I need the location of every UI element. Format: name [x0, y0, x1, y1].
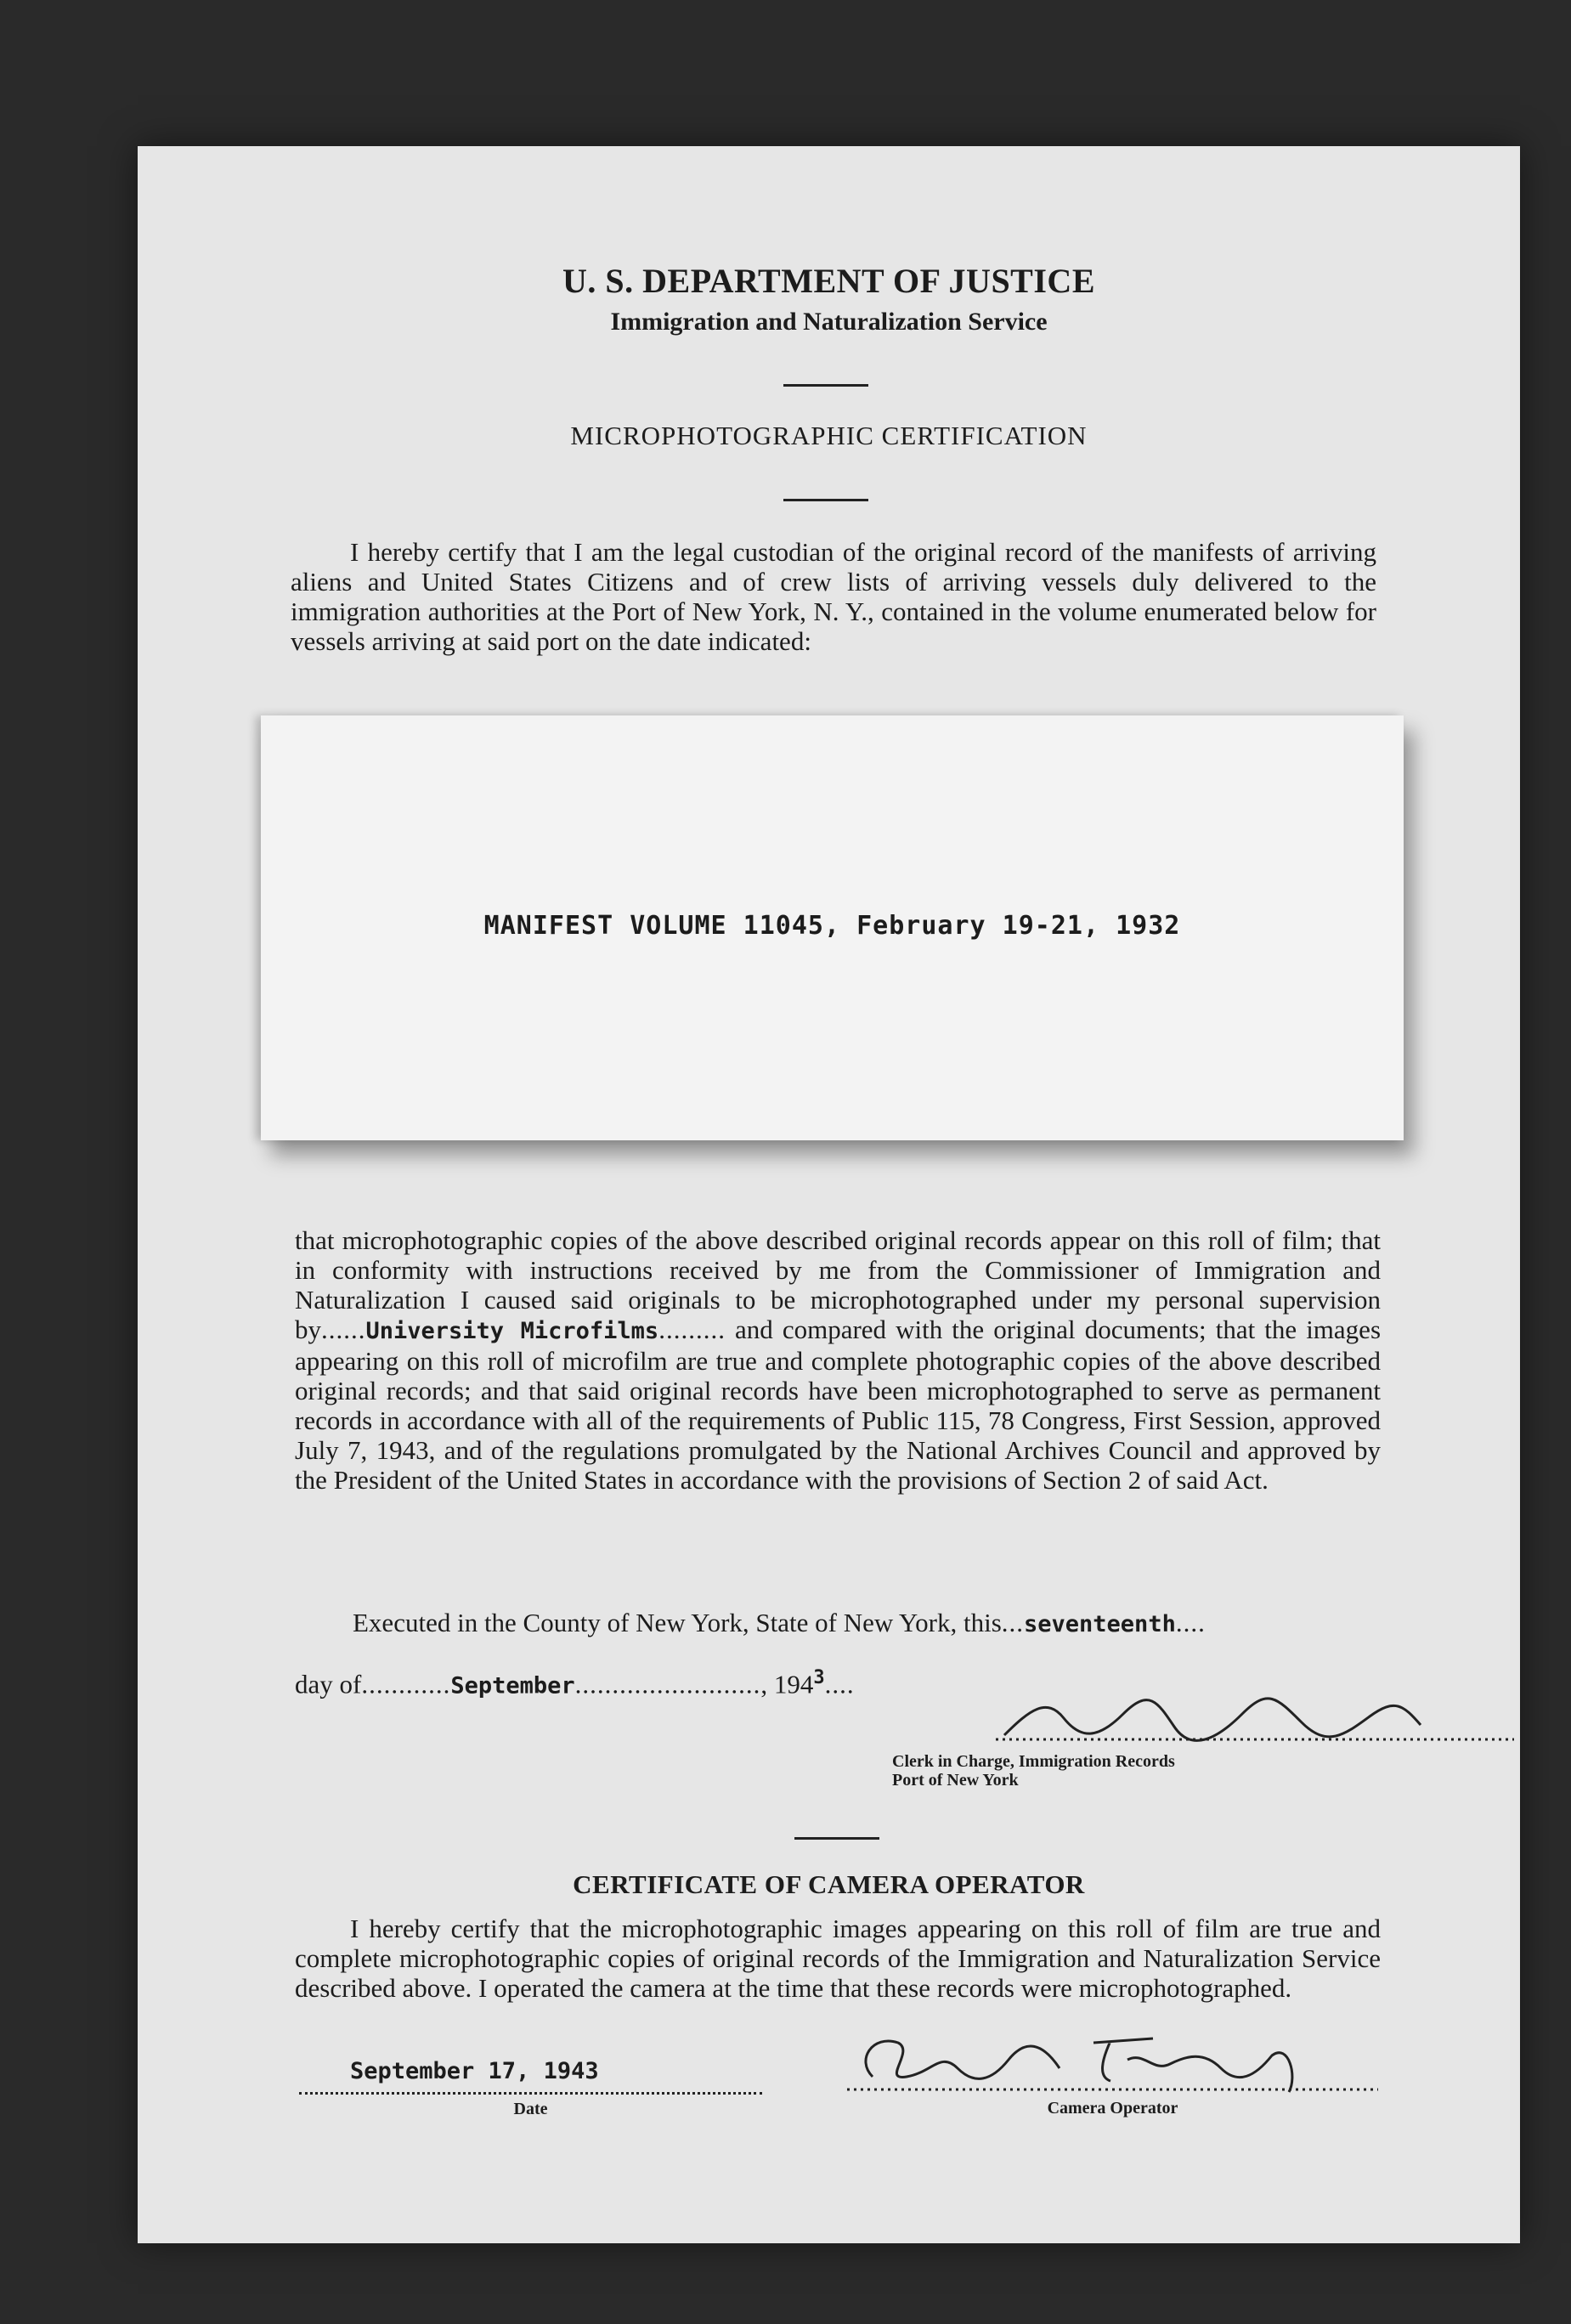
copies-text-part1: that microphotographic copies of the above described original records appear on this roll of film; that in conformity with instructions received by me from the Commissioner of Immigration and Naturalization I caused said originals to be microphotographed under my personal supervision by — [295, 1225, 1381, 1344]
certificate-page — [138, 146, 1520, 2243]
department-heading: U. S. DEPARTMENT OF JUSTICE — [562, 262, 1095, 300]
clerk-title-line1: Clerk in Charge, Immigration Records — [892, 1752, 1175, 1771]
clerk-title — [892, 1752, 1175, 1790]
date-value: September 17, 1943 — [350, 2058, 599, 2084]
service-subheading: Immigration and Naturalization Service — [610, 308, 1048, 336]
operator-label: Camera Operator — [1047, 2099, 1178, 2118]
custodian-paragraph: I hereby certify that I am the legal custodian of the original record of the manifests of arriving aliens and United States Citizens and of crew lists of arriving vessels duly delivered to the immigration authorities at the Port of New York, N. Y., contained in the volume enumerated below for vessels arriving at said port on the date indicated: — [291, 537, 1376, 656]
camera-operator-title: CERTIFICATE OF CAMERA OPERATOR — [573, 1869, 1085, 1899]
year-prefix: , 194 — [760, 1669, 814, 1699]
divider-bottom — [794, 1837, 879, 1840]
clerk-signature — [996, 1693, 1523, 1744]
manifest-volume-text: MANIFEST VOLUME 11045, February 19-21, 1932 — [483, 911, 1181, 941]
manifest-card — [261, 715, 1404, 1140]
copies-paragraph: that microphotographic copies of the above described original records appear on this roll of film; that in conformity with instructions received by me from the Commissioner of Immigration and Naturalization I caused said originals to be microphotographed under my personal supervision by......University Microfilms......... and compared with the original documents; that the images appearing on this roll of microfilm are true and complete photographic copies of the above described original records; and that said original records have been microphotographed to serve as permanent records in accordance with all of the requirements of Public 115, 78 Congress, First Session, approved July 7, 1943, and of the regulations promulgated by the National Archives Council and approved by the President of the United States in accordance with the provisions of Section 2 of said Act. — [295, 1225, 1382, 1495]
certification-title: MICROPHOTOGRAPHIC CERTIFICATION — [570, 421, 1088, 450]
operator-block — [847, 2058, 1378, 2118]
copies-text-part2: and compared with the original documents; that the images appearing on this roll of microfilm are true and complete photographic copies of the above described original records; and that said original records have been microphotographed to serve as permanent records in accordance with all of the requirements of Public 115, 78 Congress, First Session, approved July 7, 1943, and of the regulations promulgated by the National Archives Council and approved by the President of the United States in accordance with the provisions of Section 2 of said Act. — [295, 1315, 1382, 1495]
date-block — [299, 2058, 762, 2119]
divider-middle — [783, 499, 868, 501]
day-value: seventeenth — [1024, 1611, 1176, 1637]
filled-by-value: University Microfilms — [365, 1318, 659, 1344]
executed-text: Executed in the County of New York, State of New York, this — [353, 1608, 1002, 1637]
clerk-title-line2: Port of New York — [892, 1771, 1019, 1790]
divider-top — [783, 384, 868, 387]
day-of-line: day of............September........................., $194^3$.... — [295, 1667, 855, 1699]
date-label: Date — [513, 2100, 548, 2118]
day-of-label: day of — [295, 1669, 362, 1699]
month-value: September — [450, 1672, 575, 1699]
camera-operator-paragraph: I hereby certify that the microphotographic images appearing on this roll of film are true and complete microphotographic copies of original records of the Immigration and Naturalization Service described above. I operated the camera at the time that these records were microphotographed. — [295, 1914, 1381, 2003]
year-suffix: 3 — [813, 1667, 825, 1688]
operator-signature — [847, 2026, 1378, 2094]
executed-line: Executed in the County of New York, State of New York, this...seventeenth.... — [353, 1608, 1206, 1637]
